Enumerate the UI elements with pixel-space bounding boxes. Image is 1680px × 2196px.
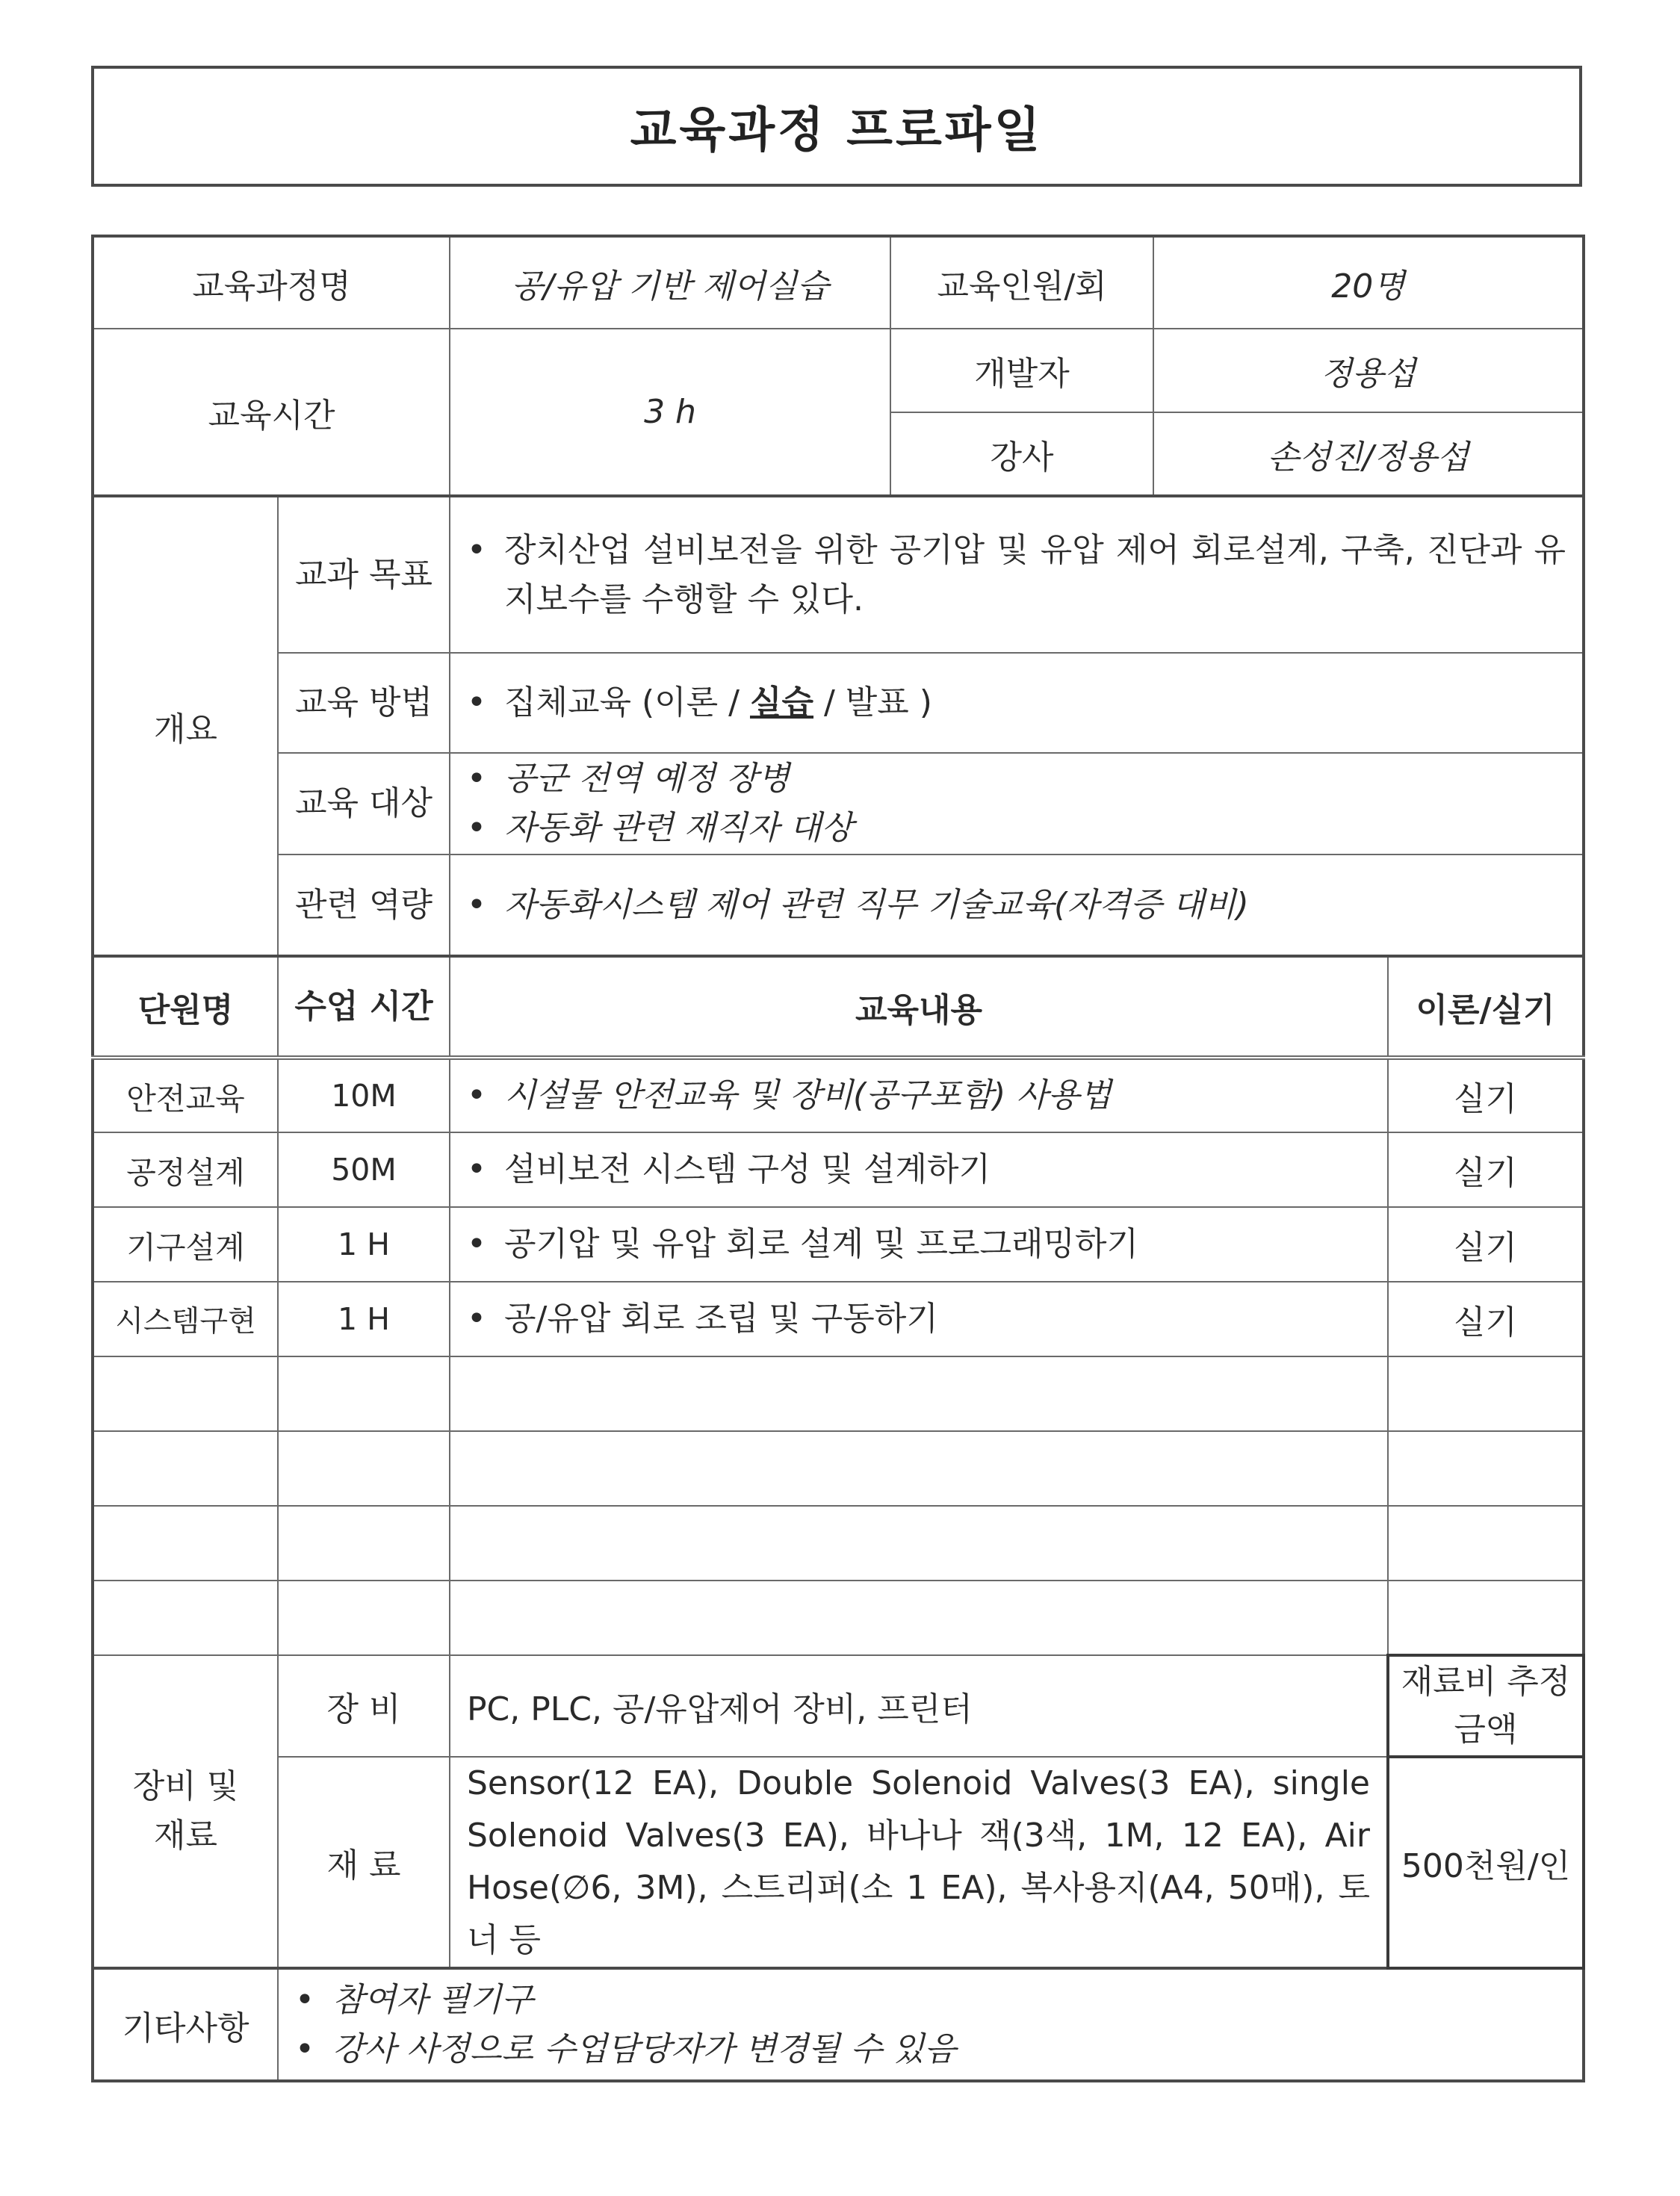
method-label: 교육 방법 xyxy=(278,653,450,753)
materials-label: 재 료 xyxy=(278,1757,450,1968)
goal-cell xyxy=(450,496,1584,653)
unit-name: 기구설계 xyxy=(93,1207,278,1282)
unit-name: 시스템구현 xyxy=(93,1282,278,1356)
empty-row xyxy=(93,1356,1584,1431)
resources-label: 장비 및 재료 xyxy=(93,1655,278,1968)
page-title: 교육과정 프로파일 xyxy=(630,103,1044,158)
unit-time: 50M xyxy=(278,1132,450,1207)
notes-label: 기타사항 xyxy=(93,1968,278,2081)
unit-content-cell xyxy=(450,1207,1388,1282)
unit-content: • 공기압 및 유압 회로 설계 및 프로그래밍하기 xyxy=(467,1220,1371,1269)
unit-name: 공정설계 xyxy=(93,1132,278,1207)
cost-value: 500천원/인 xyxy=(1388,1757,1584,1968)
unit-time: 10M xyxy=(278,1058,450,1132)
units-header-type: 이론/실기 xyxy=(1388,956,1584,1058)
hours-label: 교육시간 xyxy=(93,329,450,496)
method-post: / 발표 ) xyxy=(813,683,932,722)
title-box xyxy=(91,66,1582,187)
target-item: • 공군 전역 예정 장병 xyxy=(467,754,1566,804)
instructor-label: 강사 xyxy=(890,412,1153,496)
units-header-name: 단원명 xyxy=(93,956,278,1058)
course-name-value: 공/유압 기반 제어실습 xyxy=(450,236,890,329)
materials-value: Sensor(12 EA), Double Solenoid Valves(3 EA), single Solenoid Valves(3 EA), 바나나 잭(3색, 1M, 12 EA), Air Hose(∅6, 3M), 스트리퍼(소 1 EA), 복사용지(A4, 50매), 토너 등 xyxy=(450,1757,1388,1968)
equipment-value: PC, PLC, 공/유압제어 장비, 프린터 xyxy=(450,1655,1388,1757)
goal-text: • 장치산업 설비보전을 위한 공기압 및 유압 제어 회로설계, 구축, 진단과 유지보수를 수행할 수 있다. xyxy=(467,526,1566,624)
developer-value: 정용섭 xyxy=(1153,329,1584,412)
unit-time: 1 H xyxy=(278,1282,450,1356)
instructor-value: 손성진/정용섭 xyxy=(1153,412,1584,496)
notes-cell xyxy=(278,1968,1584,2081)
unit-type: 실기 xyxy=(1388,1207,1584,1282)
goal-label: 교과 목표 xyxy=(278,496,450,653)
empty-row xyxy=(93,1431,1584,1506)
method-pre: 집체교육 (이론 / xyxy=(504,683,750,722)
units-header-time: 수업 시간 xyxy=(278,956,450,1058)
target-item: • 자동화 관련 재직자 대상 xyxy=(467,804,1566,853)
capacity-value: 20명 xyxy=(1153,236,1584,329)
empty-row xyxy=(93,1506,1584,1581)
empty-row xyxy=(93,1581,1584,1655)
capacity-label: 교육인원/회 xyxy=(890,236,1153,329)
competency-label: 관련 역량 xyxy=(278,854,450,956)
unit-content-cell xyxy=(450,1282,1388,1356)
developer-label: 개발자 xyxy=(890,329,1153,412)
method-text xyxy=(467,678,1566,728)
unit-type: 실기 xyxy=(1388,1282,1584,1356)
unit-type: 실기 xyxy=(1388,1132,1584,1207)
course-profile-table xyxy=(91,235,1585,2082)
note-item: • 참여자 필기구 xyxy=(295,1976,1566,2025)
method-selected: 실습 xyxy=(749,683,813,722)
unit-content: • 시설물 안전교육 및 장비(공구포함) 사용법 xyxy=(467,1071,1371,1120)
target-label: 교육 대상 xyxy=(278,753,450,854)
course-name-label: 교육과정명 xyxy=(93,236,450,329)
method-cell xyxy=(450,653,1584,753)
target-cell xyxy=(450,753,1584,854)
note-item: • 강사 사정으로 수업담당자가 변경될 수 있음 xyxy=(295,2025,1566,2074)
overview-label: 개요 xyxy=(93,496,278,956)
units-header-content: 교육내용 xyxy=(450,956,1388,1058)
unit-type: 실기 xyxy=(1388,1058,1584,1132)
cost-label: 재료비 추정금액 xyxy=(1388,1655,1584,1757)
competency-cell xyxy=(450,854,1584,956)
unit-time: 1 H xyxy=(278,1207,450,1282)
unit-content-cell xyxy=(450,1058,1388,1132)
unit-content: • 설비보전 시스템 구성 및 설계하기 xyxy=(467,1145,1371,1194)
hours-value: 3 h xyxy=(450,329,890,496)
competency-text: • 자동화시스템 제어 관련 직무 기술교육(자격증 대비) xyxy=(467,881,1566,930)
equipment-label: 장 비 xyxy=(278,1655,450,1757)
unit-content: • 공/유압 회로 조립 및 구동하기 xyxy=(467,1294,1371,1344)
unit-content-cell xyxy=(450,1132,1388,1207)
unit-name: 안전교육 xyxy=(93,1058,278,1132)
